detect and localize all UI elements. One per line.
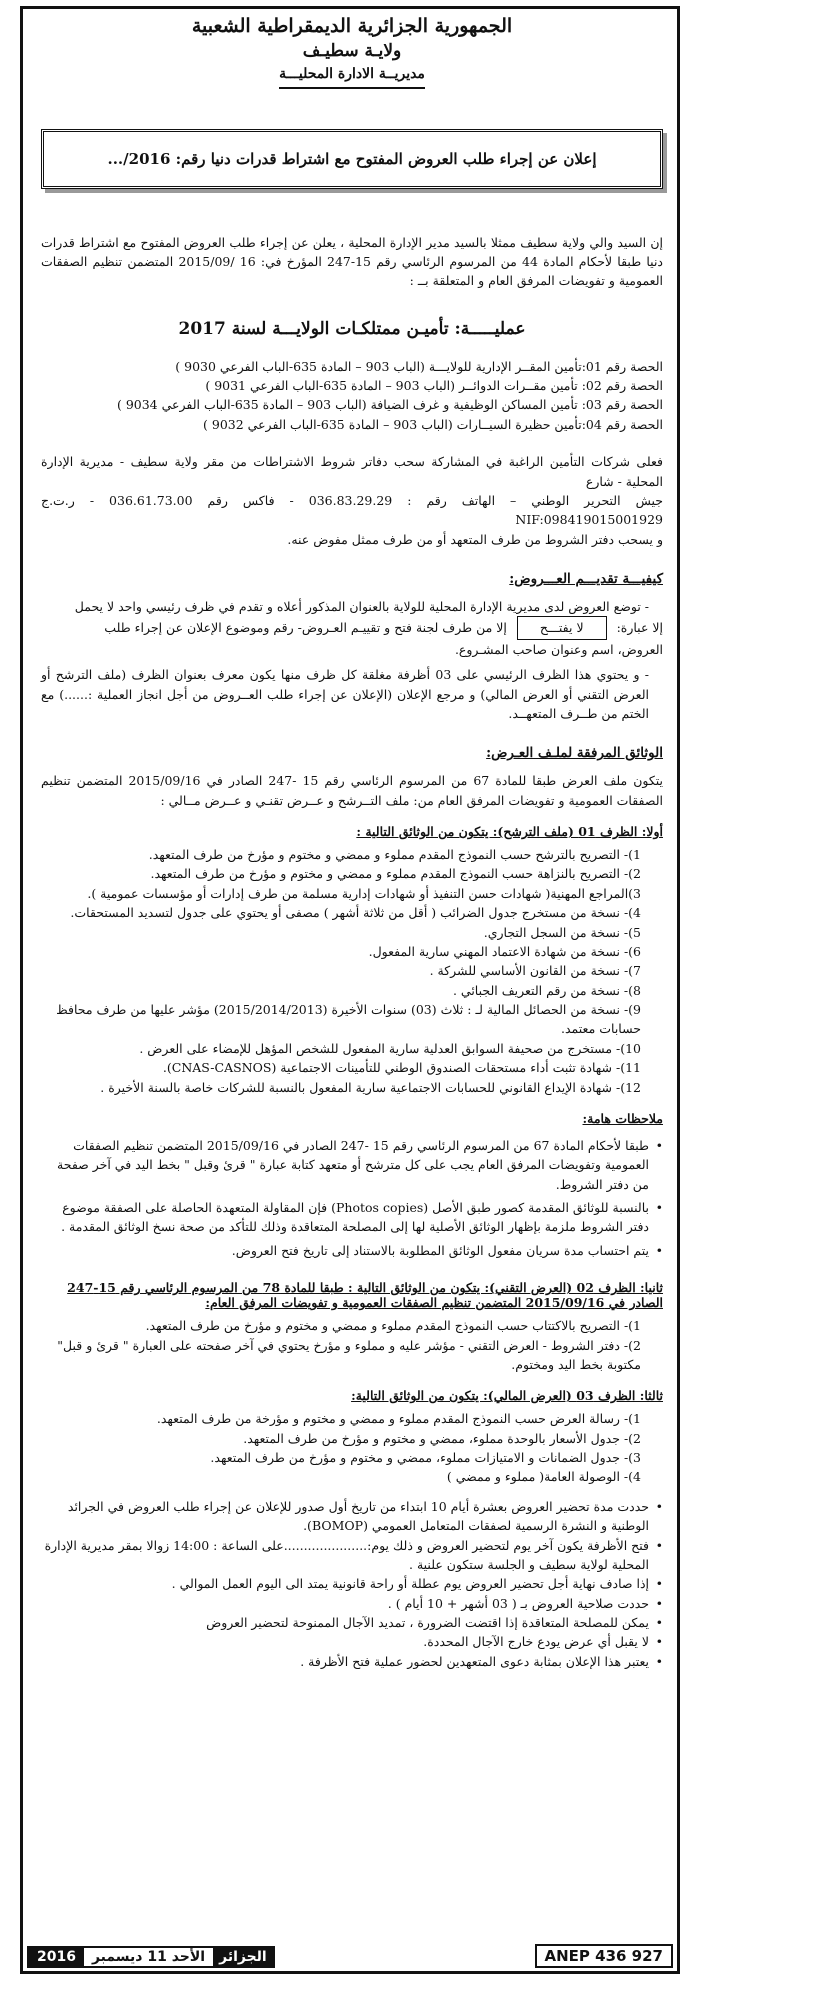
- list-item: • فتح الأظرفة يكون آخر يوم لتحضير العروض و ذلك يوم:.....................على الساعة : 14:00 زوالا بمقر مديرية الإدارة المحلية لولاية سطيف و الجلسة ستكون علنية .: [41, 1536, 663, 1575]
- submission-title: كيفيـــة تقديـــم العـــروض:: [509, 571, 663, 587]
- documents-title: الوثائق المرفقة لملـف العـرض:: [486, 745, 663, 762]
- list-item: 1)- رسالة العرض حسب النموذج المقدم مملوء و ممضي و مختوم و مؤرخة من طرف المتعهد.: [156, 1411, 641, 1427]
- contact-line: و يسحب دفتر الشروط من طرف المتعهد أو من طرف ممثل مفوض عنه.: [287, 531, 663, 547]
- lot-item: الحصة رقم 02: تأمين مقــرات الدوائــر (الباب 903 – المادة 635-الباب الفرعي 9031 ): [205, 378, 663, 393]
- notice-title: إعلان عن إجراء طلب العروض المفتوح مع اشتراط قدرات دنيا رقم: 2016/...: [41, 129, 663, 189]
- list-item: • بالنسبة للوثائق المقدمة كصور طبق الأصل (Photos copies) فإن المقاولة المتعهدة الحاصلة على الصفقة موضوع دفتر الشروط ملزمة بإظهار الوثائق الأصلية لها إلى المصلحة المتعاقدة وذلك للتأكد من صحة نسخ الوثائق المقدمة .: [41, 1198, 663, 1237]
- submission-block: [41, 597, 663, 723]
- header-republic: الجمهورية الجزائرية الديمقراطية الشعبية: [191, 15, 513, 37]
- announcement-body: [41, 9, 663, 1941]
- lot-item: الحصة رقم 03: تأمين المساكن الوظيفية و غرف الضيافة (الباب 903 – المادة 635-الباب الفرعي 9034 ): [116, 397, 663, 413]
- envelope-2-title: ثانيا: الظرف 02 (العرض التقني): يتكون من الوثائق التالية : طبقا للمادة 78 من المرسوم الرئاسي رقم 15-247 الصادر في 2015/09/16 المتضمن تنظيم الصفقات العمومية و تفويضات المرفق العام:: [67, 1280, 663, 1311]
- list-item: 6)- نسخة من شهادة الاعتماد المهني سارية المفعول.: [368, 943, 641, 959]
- list-item: 10)- مستخرج من صحيفة السوابق العدلية سارية المفعول للشخص المؤهل للإمضاء على العرض .: [139, 1040, 641, 1056]
- contact-block: [41, 452, 663, 549]
- anep-reference: ANEP 436 927: [535, 1944, 673, 1968]
- list-item: 4)- نسخة من مستخرج جدول الضرائب ( أقل من ثلاثة أشهر ) مصفى أو يحتوي على جدول لتسديد المستحقات.: [70, 905, 641, 921]
- list-item: • طبقا لأحكام المادة 67 من المرسوم الرئاسي رقم 15 -247 الصادر في 2015/09/16 المتضمن تنظيم الصفقات العمومية وتفويضات المرفق العام يجب على كل مترشح أو متعهد كتابة عبارة " قرئ وقبل " بخط اليد في آخر صفحة من دفتر الشروط.: [41, 1136, 663, 1194]
- notes-list: [41, 1136, 663, 1260]
- list-item: • إذا صادف نهاية أجل تحضير العروض يوم عطلة أو راحة قانونية يمتد الى اليوم العمل الموالي .: [41, 1574, 663, 1593]
- list-item: 3)المراجع المهنية( شهادات حسن التنفيذ أو شهادات إدارية مسلمة من طرف إدارات أو مؤسسات عمومية ).: [87, 885, 641, 901]
- header-wilaya: ولايـة سطيـف: [302, 40, 402, 61]
- list-item: 2)- جدول الأسعار بالوحدة مملوء، ممضي و مختوم و مؤرخ من طرف المتعهد.: [243, 1430, 641, 1446]
- envelope-2-list: [41, 1316, 663, 1374]
- submission-p1: - توضع العروض لدى مديرية الإدارة المحلية للولاية بالعنوان المذكور أعلاه و تقدم في ظرف رئيسي واحد لا يحمل: [74, 599, 649, 614]
- intro-paragraph: إن السيد والي ولاية سطيف ممثلا بالسيد مدير الإدارة المحلية ، يعلن عن إجراء طلب العروض المفتوح مع اشتراط قدرات دنيا طبقا لأحكام المادة 44 من المرسوم الرئاسي رقم 15-247 المؤرخ في: 16 /2015/09 المتضمن تنظيم الصفقات العمومية و تفويضات المرفق العام و المتعلقة بــ :: [41, 234, 663, 289]
- list-item: 5)- نسخة من السجل التجاري.: [483, 924, 641, 940]
- list-item: 2)- دفتر الشروط - العرض التقني - مؤشر عليه و مملوء و مؤرخ يحتوي في آخر صفحته على العبارة " قرئ و قبل" مكتوبة بخط اليد ومختوم.: [57, 1337, 641, 1372]
- list-item: 8)- نسخة من رقم التعريف الجبائي .: [452, 982, 641, 998]
- header-directorate: مديريــة الادارة المحليـــة: [279, 66, 425, 89]
- publication-day-date: الأحد 11 ديسمبر: [84, 1948, 213, 1966]
- notes-title: ملاحظات هامة:: [582, 1110, 663, 1126]
- envelope-1-list: [41, 845, 663, 1097]
- publication-date-badge: [27, 1946, 275, 1968]
- header: [41, 9, 663, 89]
- list-item: • يتم احتساب مدة سريان مفعول الوثائق المطلوبة بالاستناد إلى تاريخ فتح العروض.: [41, 1241, 663, 1260]
- lot-item: الحصة رقم 01:تأمين المقــر الإدارية للولايـــة (الباب 903 – المادة 635-الباب الفرعي 9030 ): [175, 358, 663, 374]
- publication-name: الجزائر: [213, 1948, 273, 1966]
- contact-line: فعلى شركات التأمين الراغبة في المشاركة سحب دفاتر شروط الاشتراطات من مقر ولاية سطيف - مديرية الإدارة المحلية - شارع: [41, 454, 663, 489]
- list-item: 1)- التصريح بالاكتتاب حسب النموذج المقدم مملوء و ممضي و مختوم و مؤرخ من طرف المتعهد.: [145, 1318, 641, 1334]
- list-item: • يعتبر هذا الإعلان بمثابة دعوى المتعهدين لحضور عملية فتح الأظرفة .: [41, 1652, 663, 1671]
- list-item: • حددت صلاحية العروض بـ ( 03 أشهر + 10 أيام ) .: [41, 1594, 663, 1613]
- do-not-open-box: لا يفتـــح: [517, 616, 607, 639]
- documents-intro: يتكون ملف العرض طبقا للمادة 67 من المرسوم الرئاسي رقم 15 -247 الصادر في 2015/09/16 المتضمن تنظيم الصفقات العمومية و تفويضات المرفق العام من: ملف التــرشح و عــرض تقنـي و عــرض مــالي :: [41, 773, 664, 808]
- footer: [23, 1943, 677, 1971]
- list-item: 1)- التصريح بالترشح حسب النموذج المقدم مملوء و ممضي و مختوم و مؤرخ من طرف المتعهد.: [148, 847, 641, 862]
- submission-p2: إلا عبارة: لا يفتـــح إلا من طرف لجنة فتح و تقييـم العـروض- رقم وموضوع الإعلان عن إجراء طلب: [41, 616, 663, 639]
- list-item: 11)- شهادة تثبت أداء مستحقات الصندوق الوطني للتأمينات الاجتماعية (CNAS-CASNOS).: [162, 1060, 641, 1076]
- lots-list: [41, 357, 663, 435]
- envelope-3-title: ثالثا: الظرف 03 (العرض المالي): يتكون من الوثائق التالية:: [351, 1388, 663, 1404]
- publication-year: 2016: [29, 1948, 84, 1966]
- operation-title: عمليـــــة: تأميـن ممتلكـات الولايـــة لسنة 2017: [178, 318, 526, 339]
- list-item: 7)- نسخة من القانون الأساسي للشركة .: [429, 963, 641, 979]
- list-item: 9)- نسخة من الحصائل المالية لـ : ثلاث (03) سنوات الأخيرة (2015/2014/2013) مؤشر عليها من طرف محافظ حسابات معتمد.: [56, 1002, 641, 1037]
- list-item: 12)- شهادة الإيداع القانوني للحسابات الاجتماعية سارية المفعول بالنسبة للشركات خاصة بالسنة الأخيرة .: [100, 1079, 641, 1095]
- list-item: 2)- التصريح بالنزاهة حسب النموذج المقدم مملوء و ممضي و مختوم و مؤرخ من طرف المتعهد.: [150, 866, 641, 882]
- envelope-1-title: أولا: الظرف 01 (ملف الترشح): يتكون من الوثائق التالية :: [356, 824, 663, 839]
- final-notes: [41, 1497, 663, 1671]
- list-item: • حددت مدة تحضير العروض بعشرة أيام 10 ابتداء من تاريخ أول صدور للإعلان عن إجراء طلب العروض في الجرائد الوطنية و النشرة الرسمية لصفقات المتعامل العمومي (BOMOP).: [41, 1497, 663, 1536]
- announcement-frame: [20, 6, 680, 1974]
- submission-p4: - و يحتوي هذا الظرف الرئيسي على 03 أظرفة مغلقة كل ظرف منها يكون معرف بعنوان الظرف (ملف الترشح أو العرض التقني أو العرض المالي) و مرجع الإعلان (الإعلان عن إجراء طلب العــروض من أجل انجاز العملية :......) مع الختم من طــرف المتعهــد.: [41, 667, 650, 721]
- contact-line: جيش التحرير الوطني – الهاتف رقم : 036.83.29.29 - فاكس رقم 036.61.73.00 - ر.ت.ج NIF:098419015001929: [41, 492, 664, 528]
- list-item: 4)- الوصولة العامة( مملوء و ممضي ): [446, 1469, 641, 1485]
- list-item: • يمكن للمصلحة المتعاقدة إذا اقتضت الضرورة ، تمديد الآجال الممنوحة لتحضير العروض: [41, 1613, 663, 1632]
- submission-p3: العروض، اسم وعنوان صاحب المشـروع.: [454, 641, 663, 657]
- list-item: 3)- جدول الضمانات و الامتيازات مملوء، ممضي و مختوم و مؤرخ من طرف المتعهد.: [210, 1450, 641, 1465]
- list-item: • لا يقبل أي عرض يودع خارج الآجال المحددة.: [41, 1632, 663, 1651]
- envelope-3-list: [41, 1409, 663, 1487]
- lot-item: الحصة رقم 04:تأمين حظيرة السيــارات (الباب 903 – المادة 635-الباب الفرعي 9032 ): [203, 416, 663, 432]
